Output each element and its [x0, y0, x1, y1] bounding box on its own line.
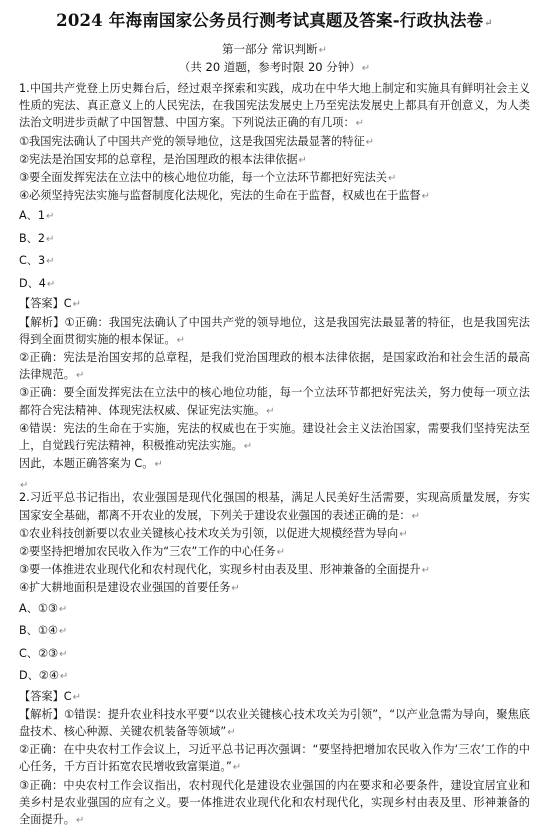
q1-option-b: B、2↵ — [19, 231, 55, 245]
q2-answer: 【答案】C↵ — [19, 689, 81, 703]
q2-analysis: 【解析】①错误：提升农业科技水平要“以农业关键核心技术攻关为引领”，“以产业急需为导向，聚焦底盘技术、核心种源、关键农机装备等领域”↵ — [19, 707, 530, 739]
q2-option-a: A、①③↵ — [19, 601, 68, 615]
q2-option-c: C、②③↵ — [19, 646, 68, 660]
section-note: （共 20 道题，参考时限 20 分钟）↵ — [178, 60, 371, 74]
q1-statement: ④必须坚持宪法实施与监督制度化法规化，宪法的生命在于监督，权威也在于监督↵ — [19, 189, 430, 203]
document-title: 2024 年海南国家公务员行测考试真题及答案-行政执法卷↵ — [56, 11, 493, 30]
q2-statement: ③要一体推进农业现代化和农村现代化，实现乡村由表及里、形神兼备的全面提升↵ — [19, 563, 430, 577]
q1-analysis: ②正确：宪法是治国安邦的总章程，是我们党治国理政的根本法律依据，是国家政治和社会生活的最高法律规范。↵ — [19, 351, 530, 382]
q2-option-d: D、②④↵ — [19, 669, 69, 683]
q2-analysis: ③正确：中央农村工作会议指出，农村现代化是建设农业强国的内在要求和必要条件，建设宜居宜业和美乡村是农业强国的应有之义。要一体推进农业现代化和农村现代化，实现乡村由表及里、形神兼备的全面提升。↵ — [19, 778, 530, 827]
q1-statement: ①我国宪法确认了中国共产党的领导地位，这是我国宪法最显著的特征↵ — [19, 134, 375, 148]
q1-answer: 【答案】C↵ — [19, 297, 81, 311]
q1-conclusion: 因此，本题正确答案为 C。↵ — [19, 457, 163, 471]
q1-analysis: ③正确：要全面发挥宪法在立法中的核心地位功能，每一个立法环节都把好宪法关，努力使每一项立法都符合宪法精神、体现宪法权威、保证宪法实施。↵ — [19, 386, 530, 417]
q2-option-b: B、①④↵ — [19, 624, 68, 638]
section-title: 第一部分 常识判断↵ — [221, 42, 328, 56]
q2-statement: ①农业科技创新要以农业关键核心技术攻关为引领，以促进大规模经营为导向↵ — [19, 526, 408, 540]
q2-stem: 2.习近平总书记指出，农业强国是现代化强国的根基，满足人民美好生活需要，实现高质量发展，夯实国家安全基础，都离不开农业的发展，下列关于建设农业强国的表述正确的是：↵ — [19, 491, 530, 522]
q1-statement: ③要全面发挥宪法在立法中的核心地位功能，每一个立法环节都把好宪法关↵ — [19, 171, 397, 185]
blank-line: ↵ — [20, 480, 29, 492]
q1-option-a: A、1↵ — [19, 209, 55, 223]
q2-statement: ④扩大耕地面积是建设农业强国的首要任务↵ — [19, 581, 240, 595]
q2-analysis: ②正确：在中央农村工作会议上，习近平总书记再次强调：“要坚持把增加农民收入作为‘三农’工作的中心任务，千方百计拓宽农民增收致富渠道。”↵ — [19, 743, 530, 774]
q1-option-c: C、3↵ — [19, 254, 55, 268]
q2-statement: ②要坚持把增加农民收入作为“三农”工作的中心任务↵ — [19, 545, 285, 559]
q1-stem: 1.中国共产党登上历史舞台后，经过艰辛探索和实践，成功在中华大地上制定和实施具有鲜明社会主义性质的宪法、真正意义上的人民宪法，在我国宪法发展史上乃至宪法发展史上都具有开创意义，为人类法治文明进步贡献了中国智慧、中国方案。下列说法正确的有几项：↵ — [19, 82, 530, 130]
q1-analysis: 【解析】①正确：我国宪法确认了中国共产党的领导地位，这是我国宪法最显著的特征，也是我国宪法得到全面贯彻实施的根本保证。↵ — [19, 315, 530, 346]
q1-statement: ②宪法是治国安邦的总章程，是治国理政的根本法律依据↵ — [19, 152, 307, 166]
q1-analysis: ④错误：宪法的生命在于实施，宪法的权威也在于实施。建设社会主义法治国家，需要我们坚持宪法至上，自觉践行宪法精神，积极推动宪法实施。↵ — [19, 421, 530, 453]
q1-option-d: D、4↵ — [19, 276, 56, 290]
